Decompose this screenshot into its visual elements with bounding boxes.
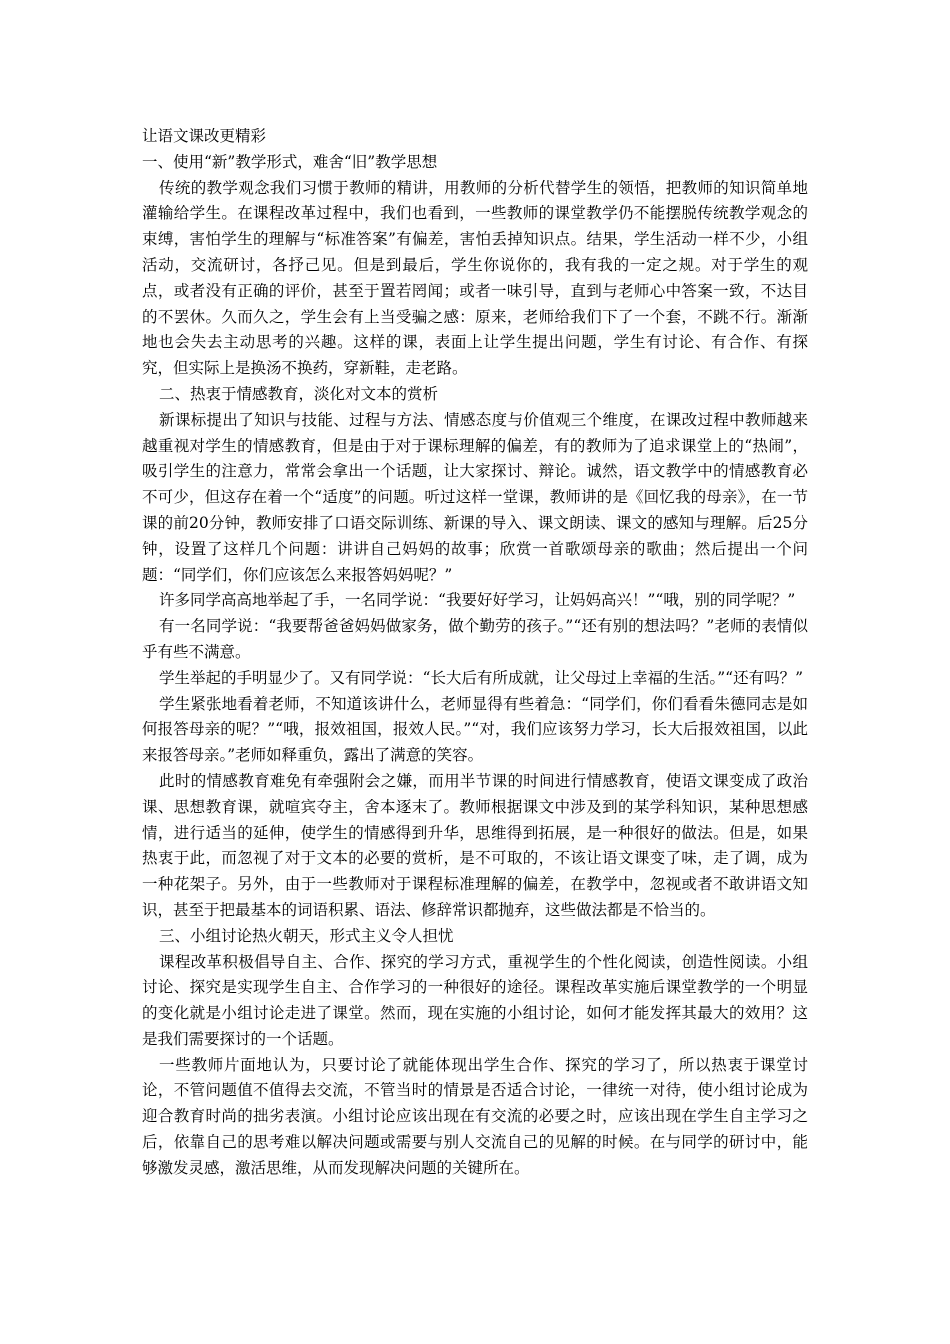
- section-2-paragraph: 学生举起的手明显少了。又有同学说：“长大后有所成就，让父母过上幸福的生活。”“还有吗？”: [159, 668, 803, 687]
- section-3-paragraph: 课程改革积极倡导自主、合作、探究的学习方式，重视学生的个性化阅读，创造性阅读。小组讨论、探究是实现学生自主、合作学习的一种很好的途径。课程改革实施后课堂教学的一个明显的变化就是小组讨论走进了课堂。然而，现在实施的小组讨论，如何才能发挥其最大的效用？这是我们需要探讨的一个话题。: [142, 952, 808, 1048]
- section-2-paragraph: 有一名同学说：“我要帮爸爸妈妈做家务，做个勤劳的孩子。”“还有别的想法吗？”老师的表情似乎有些不满意。: [142, 617, 808, 661]
- document-title: 让语文课改更精彩: [142, 127, 267, 145]
- section-2-paragraph: 此时的情感教育难免有牵强附会之嫌，而用半节课的时间进行情感教育，使语文课变成了政治课、思想教育课，就喧宾夺主，舍本逐末了。教师根据课文中涉及到的某学科知识，某种思想感情，进行适当的延伸，使学生的情感得到升华，思维得到拓展，是一种很好的做法。但是，如果热衷于此，而忽视了对于文本的必要的赏析，是不可取的，不该让语文课变了味，走了调，成为一种花架子。另外，由于一些教师对于课程标准理解的偏差，在教学中，忽视或者不敢讲语文知识，甚至于把最基本的词语积累、语法、修辞常识都抛弃，这些做法都是不恰当的。: [142, 771, 808, 919]
- section-3-paragraph: 一些教师片面地认为，只要讨论了就能体现出学生合作、探究的学习了，所以热衷于课堂讨论，不管问题值不值得去交流，不管当时的情景是否适合讨论，一律统一对待，使小组讨论成为迎合教育时尚的拙劣表演。小组讨论应该出现在有交流的必要之时，应该出现在学生自主学习之后，依靠自己的思考难以解决问题或需要与别人交流自己的见解的时候。在与同学的研讨中，能够激发灵感，激活思维，从而发现解决问题的关键所在。: [142, 1055, 808, 1177]
- section-2-paragraph: 新课标提出了知识与技能、过程与方法、情感态度与价值观三个维度，在课改过程中教师越来越重视对学生的情感教育，但是由于对于课标理解的偏差，有的教师为了追求课堂上的“热闹”，吸引学生的注意力，常常会拿出一个话题，让大家探讨、辩论。诚然，语文教学中的情感教育必不可少，但这存在着一个“适度”的问题。听过这样一堂课，教师讲的是《回忆我的母亲》，在一节课的前20分钟，教师安排了口语交际训练、新课的导入、课文朗读、课文的感知与理解。后25分钟，设置了这样几个问题：讲讲自己妈妈的故事；欣赏一首歌颂母亲的歌曲；然后提出一个问题：“同学们，你们应该怎么来报答妈妈呢？”: [142, 410, 808, 584]
- section-2-paragraph: 许多同学高高地举起了手，一名同学说：“我要好好学习，让妈妈高兴！”“哦，别的同学呢？”: [159, 591, 796, 610]
- section-2-heading: 二、热衷于情感教育，淡化对文本的赏析: [159, 384, 439, 403]
- section-1-paragraph: 传统的教学观念我们习惯于教师的精讲，用教师的分析代替学生的领悟，把教师的知识简单地灌输给学生。在课程改革过程中，我们也看到，一些教师的课堂教学仍不能摆脱传统教学观念的束缚，害怕学生的理解与“标准答案”有偏差，害怕丢掉知识点。结果，学生活动一样不少，小组活动，交流研讨，各抒己见。但是到最后，学生你说你的，我有我的一定之规。对于学生的观点，或者没有正确的评价，甚至于置若罔闻；或者一味引导，直到与老师心中答案一致，不达目的不罢休。久而久之，学生会有上当受骗之感：原来，老师给我们下了一个套，不跳不行。渐渐地也会失去主动思考的兴趣。这样的课，表面上让学生提出问题，学生有讨论、有合作、有探究，但实际上是换汤不换药，穿新鞋，走老路。: [142, 178, 808, 378]
- section-1-heading: 一、使用“新”教学形式，难舍“旧”教学思想: [142, 152, 438, 171]
- document-page: [142, 124, 808, 1182]
- section-3-heading: 三、小组讨论热火朝天，形式主义令人担忧: [159, 926, 454, 945]
- section-2-paragraph: 学生紧张地看着老师，不知道该讲什么，老师显得有些着急：“同学们，你们看看朱德同志是如何报答母亲的呢？”“哦，报效祖国，报效人民。”“对，我们应该努力学习，长大后报效祖国，以此来报答母亲。”老师如释重负，露出了满意的笑容。: [142, 694, 808, 765]
